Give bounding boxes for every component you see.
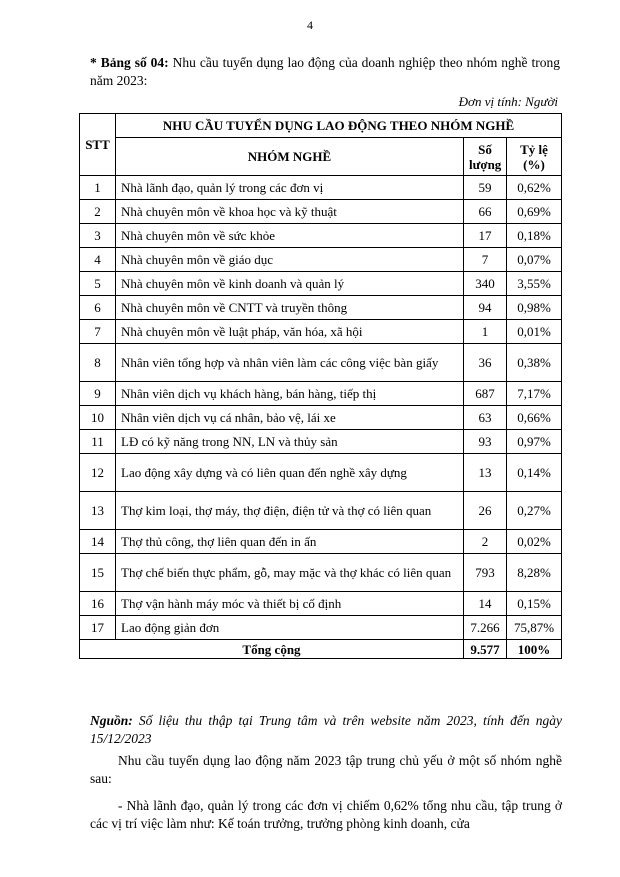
row-percent: 0,69% [506, 200, 561, 224]
row-percent: 0,15% [506, 592, 561, 616]
row-count: 687 [463, 382, 506, 406]
body-paragraph: - Nhà lãnh đạo, quản lý trong các đơn vị chiếm 0,62% tổng nhu cầu, tập trung ở các vị trí việc làm như: Kế toán trưởng, trưởng phòng kinh doanh, cửa [90, 798, 562, 831]
header-count: Số lượng [463, 138, 506, 176]
table-row [80, 248, 562, 272]
row-percent: 0,66% [506, 406, 561, 430]
table-row [80, 530, 562, 554]
row-name: Thợ thủ công, thợ liên quan đến in ấn [116, 530, 464, 554]
page-number: 4 [307, 18, 313, 32]
row-stt: 11 [80, 430, 116, 454]
row-count: 14 [463, 592, 506, 616]
row-count: 63 [463, 406, 506, 430]
total-label: Tổng cộng [80, 640, 464, 659]
header-group: NHU CẦU TUYỂN DỤNG LAO ĐỘNG THEO NHÓM NGHỀ [116, 114, 562, 138]
total-count: 9.577 [463, 640, 506, 659]
row-name: Nhà chuyên môn về sức khỏe [116, 224, 464, 248]
row-percent: 0,98% [506, 296, 561, 320]
caption-lead: * Bảng số 04: [90, 55, 169, 70]
table-row [80, 382, 562, 406]
row-stt: 10 [80, 406, 116, 430]
row-name: Lao động giản đơn [116, 616, 464, 640]
table-row [80, 430, 562, 454]
row-stt: 6 [80, 296, 116, 320]
row-name: Nhà chuyên môn về luật pháp, văn hóa, xã hội [116, 320, 464, 344]
total-percent: 100% [506, 640, 561, 659]
row-stt: 13 [80, 492, 116, 530]
table-row [80, 272, 562, 296]
row-stt: 5 [80, 272, 116, 296]
row-stt: 16 [80, 592, 116, 616]
row-count: 66 [463, 200, 506, 224]
total-row [80, 640, 562, 659]
row-percent: 0,01% [506, 320, 561, 344]
table-row [80, 554, 562, 592]
table-row [80, 296, 562, 320]
source-text: Số liệu thu thập tại Trung tâm và trên website năm 2023, tính đến ngày 15/12/2023 [90, 713, 562, 746]
header-name: NHÓM NGHỀ [116, 138, 464, 176]
row-percent: 7,17% [506, 382, 561, 406]
table-row [80, 406, 562, 430]
row-stt: 2 [80, 200, 116, 224]
table-row [80, 616, 562, 640]
body-paragraph: Nhu cầu tuyển dụng lao động năm 2023 tập trung chủ yếu ở một số nhóm nghề sau: [90, 753, 562, 786]
row-name: Nhà chuyên môn về khoa học và kỹ thuật [116, 200, 464, 224]
source-note [90, 712, 562, 748]
row-name: Nhà chuyên môn về kinh doanh và quản lý [116, 272, 464, 296]
row-count: 1 [463, 320, 506, 344]
row-percent: 0,97% [506, 430, 561, 454]
table-caption [90, 54, 560, 90]
row-count: 59 [463, 176, 506, 200]
source-lead: Nguồn: [90, 713, 133, 728]
row-percent: 0,18% [506, 224, 561, 248]
unit-label: Đơn vị tính: Người [458, 94, 558, 109]
row-count: 94 [463, 296, 506, 320]
caption-text: Nhu cầu tuyển dụng lao động của doanh nghiệp theo nhóm nghề trong năm 2023: [90, 55, 561, 88]
row-percent: 0,38% [506, 344, 561, 382]
row-count: 340 [463, 272, 506, 296]
row-stt: 4 [80, 248, 116, 272]
table-row [80, 200, 562, 224]
row-percent: 0,14% [506, 454, 561, 492]
header-stt: STT [80, 114, 116, 176]
row-percent: 0,02% [506, 530, 561, 554]
row-stt: 12 [80, 454, 116, 492]
row-name: Nhân viên tổng hợp và nhân viên làm các công việc bàn giấy [116, 344, 464, 382]
row-name: Lao động xây dựng và có liên quan đến nghề xây dựng [116, 454, 464, 492]
row-percent: 8,28% [506, 554, 561, 592]
row-count: 36 [463, 344, 506, 382]
row-count: 2 [463, 530, 506, 554]
row-percent: 0,62% [506, 176, 561, 200]
row-count: 793 [463, 554, 506, 592]
row-stt: 14 [80, 530, 116, 554]
row-name: Thợ kim loại, thợ máy, thợ điện, điện tử và thợ có liên quan [116, 492, 464, 530]
row-stt: 8 [80, 344, 116, 382]
row-name: LĐ có kỹ năng trong NN, LN và thủy sản [116, 430, 464, 454]
table-row [80, 344, 562, 382]
row-count: 7 [463, 248, 506, 272]
row-percent: 3,55% [506, 272, 561, 296]
row-count: 7.266 [463, 616, 506, 640]
row-count: 13 [463, 454, 506, 492]
row-name: Nhà chuyên môn về CNTT và truyền thông [116, 296, 464, 320]
row-stt: 17 [80, 616, 116, 640]
row-percent: 0,07% [506, 248, 561, 272]
row-name: Nhân viên dịch vụ khách hàng, bán hàng, tiếp thị [116, 382, 464, 406]
row-name: Nhà chuyên môn về giáo dục [116, 248, 464, 272]
row-name: Nhà lãnh đạo, quản lý trong các đơn vị [116, 176, 464, 200]
row-name: Thợ chế biến thực phẩm, gỗ, may mặc và thợ khác có liên quan [116, 554, 464, 592]
row-stt: 1 [80, 176, 116, 200]
row-percent: 0,27% [506, 492, 561, 530]
table-row [80, 224, 562, 248]
row-name: Nhân viên dịch vụ cá nhân, bảo vệ, lái xe [116, 406, 464, 430]
row-name: Thợ vận hành máy móc và thiết bị cố định [116, 592, 464, 616]
row-count: 17 [463, 224, 506, 248]
recruitment-table [79, 113, 562, 659]
row-count: 93 [463, 430, 506, 454]
row-stt: 7 [80, 320, 116, 344]
table-row [80, 320, 562, 344]
row-percent: 75,87% [506, 616, 561, 640]
header-percent: Tỷ lệ (%) [506, 138, 561, 176]
table-row [80, 176, 562, 200]
row-count: 26 [463, 492, 506, 530]
row-stt: 15 [80, 554, 116, 592]
table-row [80, 454, 562, 492]
table-row [80, 592, 562, 616]
row-stt: 3 [80, 224, 116, 248]
table-row [80, 492, 562, 530]
row-stt: 9 [80, 382, 116, 406]
